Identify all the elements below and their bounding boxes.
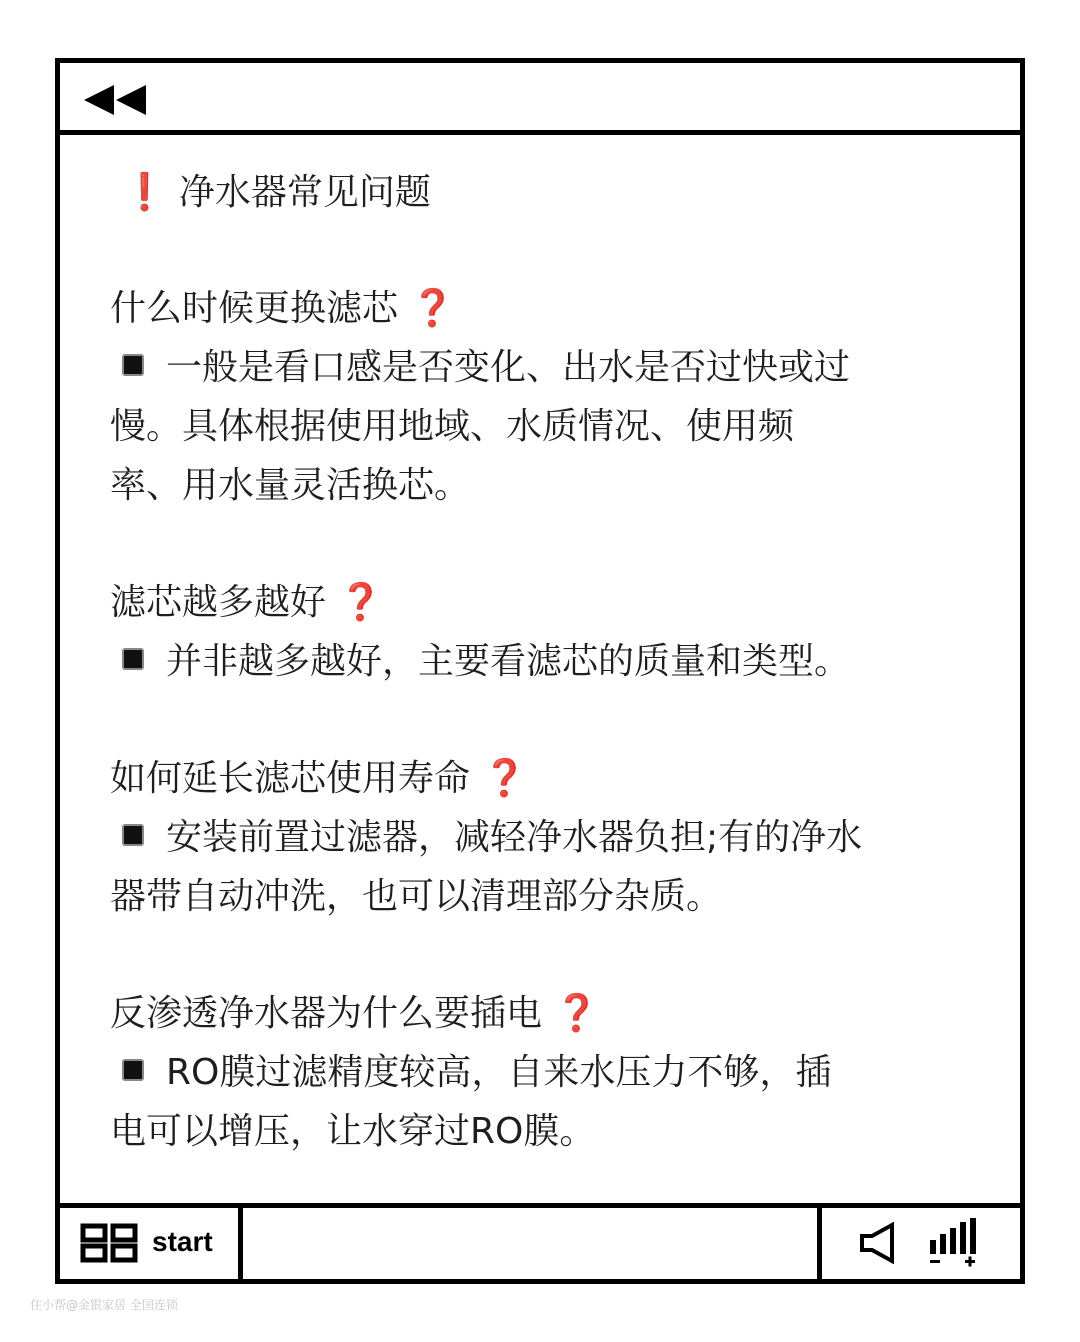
bullet-icon [122, 1059, 144, 1081]
bullet-icon [122, 648, 144, 670]
faq-answer-3-line-2: 器带自动冲洗，也可以清理部分杂质。 [110, 876, 723, 917]
watermark: 住小帮@金银家居 全国连锁 [30, 1298, 178, 1312]
signal-icon[interactable] [928, 1218, 980, 1268]
faq-answer-1-line-3: 率、用水量灵活换芯。 [110, 465, 471, 506]
bullet-icon [122, 824, 144, 846]
back-icon[interactable] [84, 85, 154, 115]
speaker-icon[interactable] [858, 1222, 898, 1264]
question-mark-icon: ❓ [410, 288, 455, 329]
faq-question-3: 如何延长滤芯使用寿命 ❓ [110, 758, 527, 799]
question-mark-icon: ❓ [482, 758, 527, 799]
faq-question-1: 什么时候更换滤芯 ❓ [110, 288, 455, 329]
bullet-icon [122, 354, 144, 376]
title-bar [60, 63, 1020, 135]
taskbar-empty-area [243, 1208, 823, 1279]
system-tray [817, 1208, 1020, 1279]
faq-answer-1-line-1: 一般是看口感是否变化、出水是否过快或过 [110, 346, 850, 390]
faq-answer-4-line-1: RO膜过滤精度较高，自来水压力不够，插 [110, 1051, 831, 1095]
faq-answer-2-line-1: 并非越多越好，主要看滤芯的质量和类型。 [110, 640, 850, 684]
start-button[interactable] [60, 1208, 243, 1279]
faq-answer-4-line-2: 电可以增压，让水穿过RO膜。 [110, 1111, 596, 1152]
page-title: ❗ 净水器常见问题 [122, 172, 431, 213]
exclamation-icon: ❗ [122, 172, 167, 213]
start-label: start [152, 1226, 213, 1257]
faq-content [60, 135, 1020, 1203]
grid-icon [80, 1223, 138, 1263]
question-mark-icon: ❓ [338, 582, 383, 623]
faq-question-4: 反渗透净水器为什么要插电 ❓ [110, 993, 599, 1034]
question-mark-icon: ❓ [554, 993, 599, 1034]
app-window [55, 58, 1025, 1284]
faq-question-2: 滤芯越多越好 ❓ [110, 582, 383, 623]
taskbar [60, 1203, 1020, 1279]
faq-answer-3-line-1: 安装前置过滤器，减轻净水器负担;有的净水 [110, 816, 862, 860]
faq-answer-1-line-2: 慢。具体根据使用地域、水质情况、使用频 [110, 406, 795, 447]
